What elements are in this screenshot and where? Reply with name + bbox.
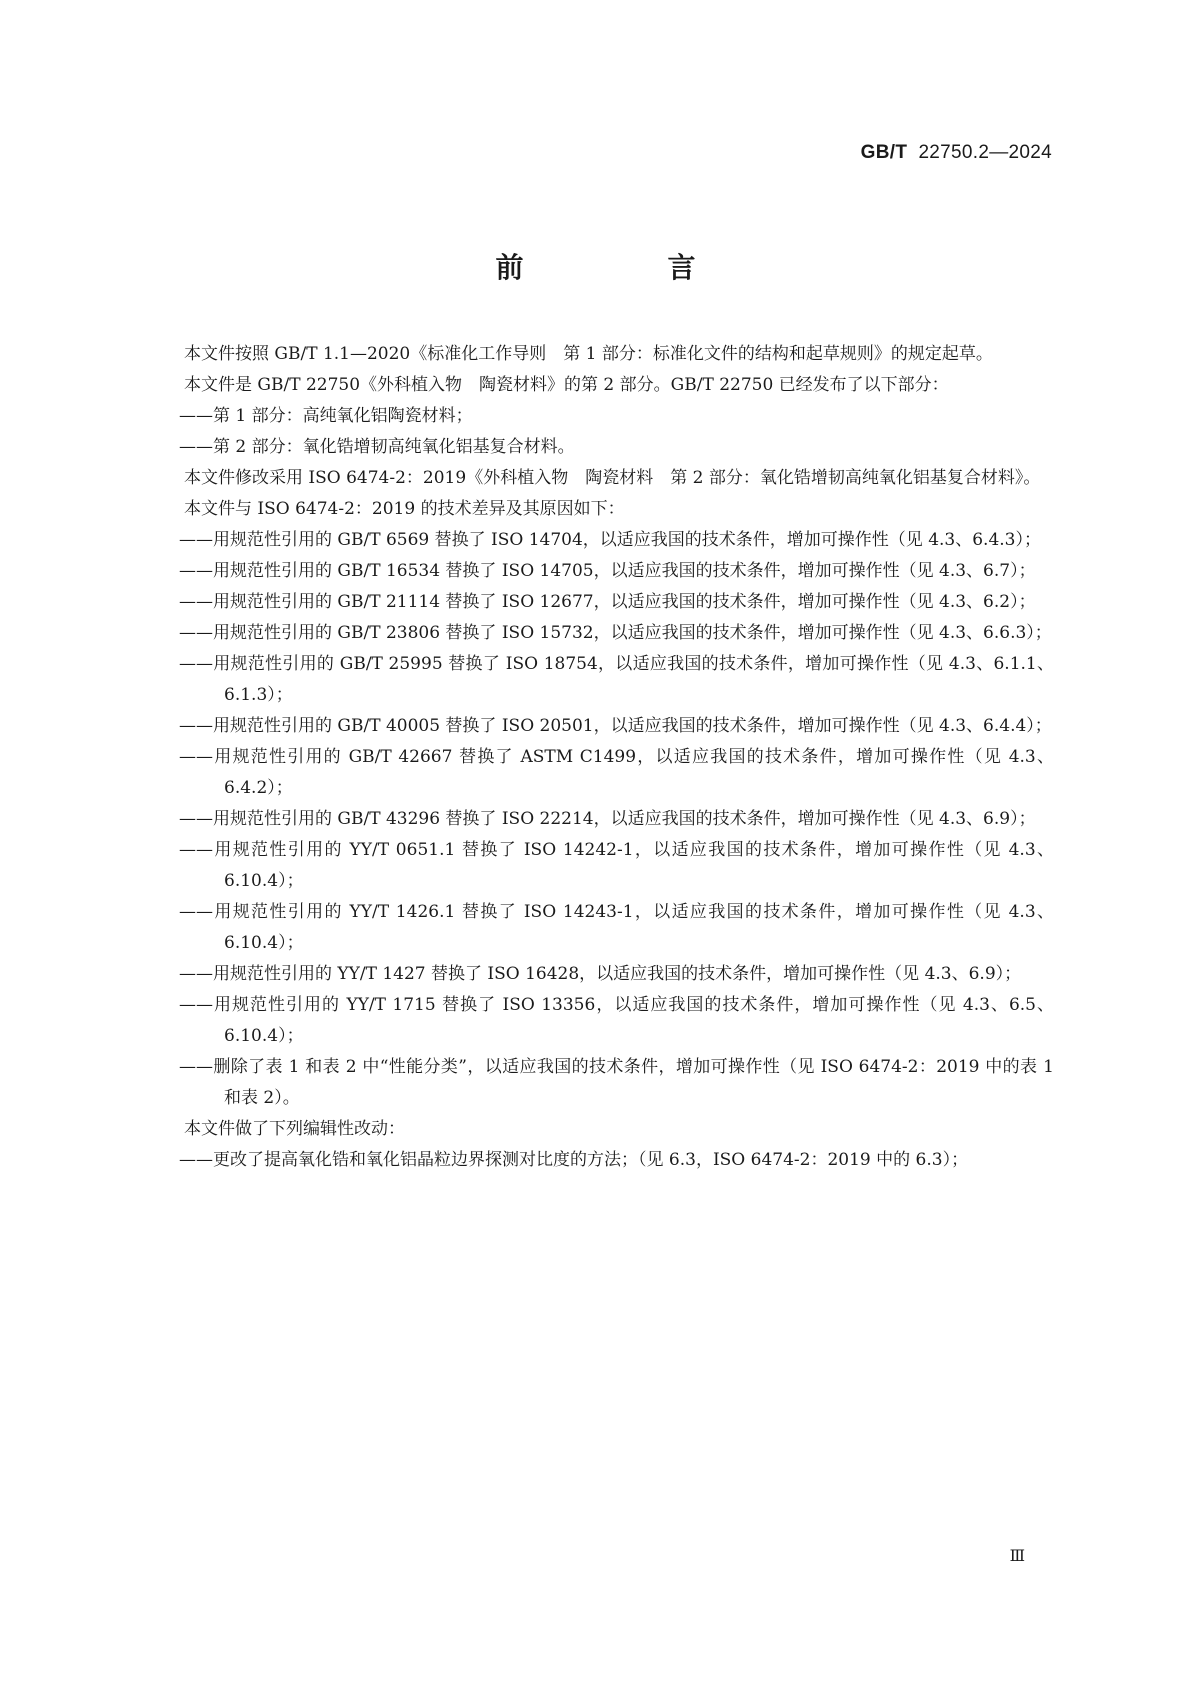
paragraph-drafting-rules: 本文件按照 GB/T 1.1—2020《标准化工作导则 第 1 部分：标准化文件的结构和起草规则》的规定起草。 [184, 344, 993, 364]
section-title: 前 言 [495, 251, 754, 284]
list-item-difference: ——用规范性引用的 YY/T 0651.1 替换了 ISO 14242-1，以适应我国的技术条件，增加可操作性（见 4.3、6.10.4）； [179, 840, 1054, 891]
list-item-difference: ——用规范性引用的 GB/T 25995 替换了 ISO 18754，以适应我国的技术条件，增加可操作性（见 4.3、6.1.1、6.1.3）； [179, 654, 1054, 705]
list-item-difference: ——用规范性引用的 YY/T 1715 替换了 ISO 13356，以适应我国的技术条件，增加可操作性（见 4.3、6.5、6.10.4）； [179, 995, 1054, 1046]
list-item-difference: ——用规范性引用的 YY/T 1426.1 替换了 ISO 14243-1，以适应我国的技术条件，增加可操作性（见 4.3、6.10.4）； [179, 902, 1054, 953]
paragraph-differences-intro: 本文件与 ISO 6474-2：2019 的技术差异及其原因如下： [184, 499, 625, 519]
list-item-difference: ——删除了表 1 和表 2 中“性能分类”，以适应我国的技术条件，增加可操作性（见 ISO 6474-2：2019 中的表 1 和表 2）。 [179, 1057, 1054, 1108]
list-item-editorial: ——更改了提高氧化锆和氧化铝晶粒边界探测对比度的方法；（见 6.3，ISO 6474-2：2019 中的 6.3）； [179, 1150, 969, 1170]
list-item-part: ——第 1 部分：高纯氧化铝陶瓷材料； [179, 406, 473, 426]
list-item-difference: ——用规范性引用的 GB/T 40005 替换了 ISO 20501，以适应我国的技术条件，增加可操作性（见 4.3、6.4.4）； [179, 716, 1052, 736]
paragraph-series-info: 本文件是 GB/T 22750《外科植入物 陶瓷材料》的第 2 部分。GB/T 22750 已经发布了以下部分： [184, 375, 949, 395]
standard-prefix: GB/T [860, 142, 908, 163]
list-item-difference: ——用规范性引用的 GB/T 6569 替换了 ISO 14704，以适应我国的技术条件，增加可操作性（见 4.3、6.4.3）； [179, 530, 1041, 550]
list-item-difference: ——用规范性引用的 GB/T 21114 替换了 ISO 12677，以适应我国的技术条件，增加可操作性（见 4.3、6.2）； [179, 592, 1036, 612]
list-item-difference: ——用规范性引用的 YY/T 1427 替换了 ISO 16428，以适应我国的技术条件，增加可操作性（见 4.3、6.9）； [179, 964, 1022, 984]
list-item-difference: ——用规范性引用的 GB/T 42667 替换了 ASTM C1499，以适应我国的技术条件，增加可操作性（见 4.3、6.4.2）； [179, 747, 1054, 798]
list-item-difference: ——用规范性引用的 GB/T 23806 替换了 ISO 15732，以适应我国的技术条件，增加可操作性（见 4.3、6.6.3）； [179, 623, 1052, 643]
paragraph-adoption: 本文件修改采用 ISO 6474-2：2019《外科植入物 陶瓷材料 第 2 部分：氧化锆增韧高纯氧化铝基复合材料》。 [184, 468, 1041, 488]
paragraph-editorial-intro: 本文件做了下列编辑性改动： [184, 1119, 405, 1139]
page-number: Ⅲ [1009, 1546, 1025, 1565]
document-body [144, 339, 1054, 1176]
standard-code [861, 142, 1052, 164]
list-item-difference: ——用规范性引用的 GB/T 16534 替换了 ISO 14705，以适应我国的技术条件，增加可操作性（见 4.3、6.7）； [179, 561, 1036, 581]
list-item-part: ——第 2 部分：氧化锆增韧高纯氧化铝基复合材料。 [179, 437, 575, 457]
list-item-difference: ——用规范性引用的 GB/T 43296 替换了 ISO 22214，以适应我国的技术条件，增加可操作性（见 4.3、6.9）； [179, 809, 1036, 829]
standard-number: 22750.2—2024 [918, 142, 1052, 163]
